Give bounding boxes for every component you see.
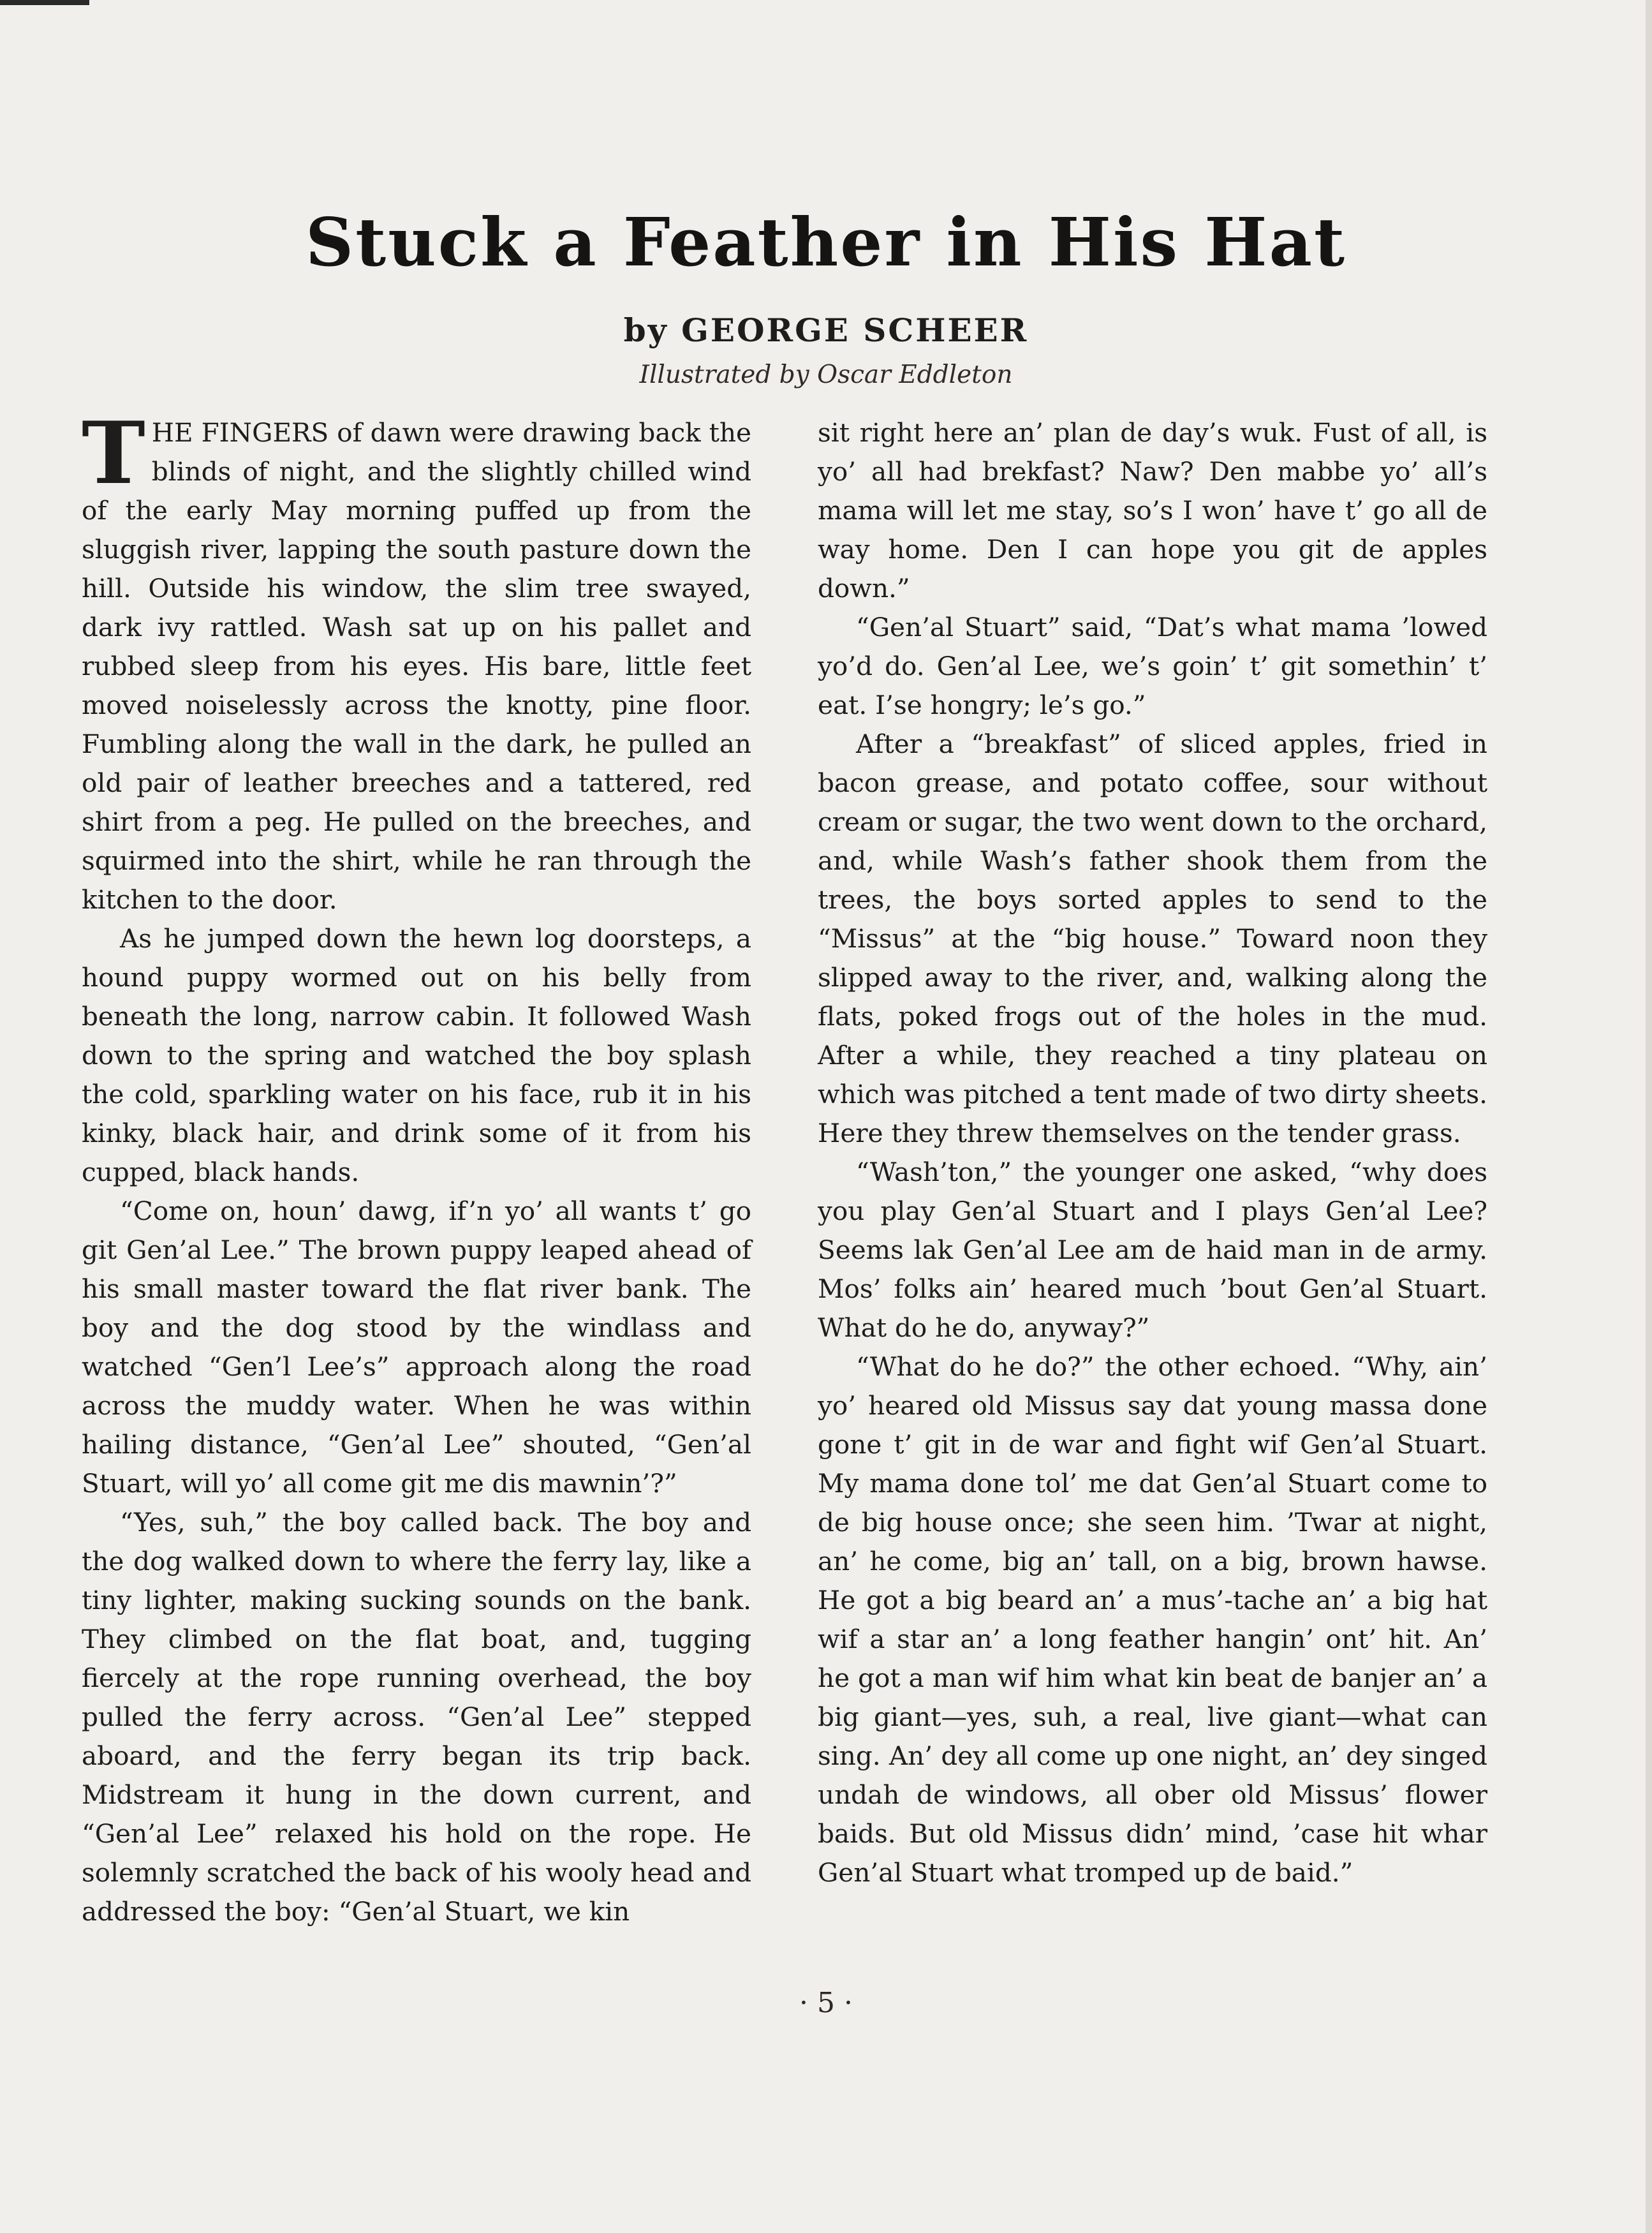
text-column-left — [82, 403, 751, 1931]
page-number: · 5 · — [799, 1987, 853, 2019]
paragraph: “Yes, suh,” the boy called back. The boy and the dog walked down to where the ferry lay, like a tiny lighter, making sucking sounds on the bank. They climbed on the flat boat, and, tugging fiercely at the rope running overhead, the boy pulled the ferry across. “Gen’al Lee” stepped aboard, and the ferry began its trip back. Midstream it hung in the down current, and “Gen’al Lee” relaxed his hold on the rope. He solemnly scratched the back of his wooly head and addressed the boy: “Gen’al Stuart, we kin — [82, 1507, 751, 1927]
paragraph-text: of dawn were drawing back the blinds of night, and the slightly chilled wind of the early May morning puffed up from the sluggish river, lapping the south pasture down the hill. Outside his window, the slim tree swayed, dark ivy rattled. Wash sat up on his pallet and rubbed sleep from his eyes. His bare, little feet moved noiselessly across the knotty, pine floor. Fumbling along the wall in the dark, he pulled an old pair of leather breeches and a tattered, red shirt from a peg. He pulled on the breeches, and squirmed into the shirt, while he ran through the kitchen to the door. — [82, 417, 751, 915]
lead-in: HE FINGERS — [151, 417, 329, 448]
text-column-right — [818, 413, 1487, 1892]
paragraph: sit right here an’ plan de day’s wuk. Fust of all, is yo’ all had brekfast? Naw? Den mabbe yo’ all’s mama will let me stay, so’s I won’ have t’ go all de way home. Den I can hope you git de apples down.” — [818, 417, 1487, 604]
illustrator-credit: Illustrated by Oscar Eddleton — [639, 360, 1013, 389]
paragraph: As he jumped down the hewn log doorsteps, a hound puppy wormed out on his belly from beneath the long, narrow cabin. It followed Wash down to the spring and watched the boy splash the cold, sparkling water on his face, rub it in his kinky, black hair, and drink some of it from his cupped, black hands. — [82, 923, 751, 1187]
article-byline: by GEORGE SCHEER — [623, 311, 1029, 349]
paragraph: “Gen’al Stuart” said, “Dat’s what mama ’lowed yo’d do. Gen’al Lee, we’s goin’ t’ git somethin’ t’ eat. I’se hongry; le’s go.” — [818, 612, 1487, 720]
drop-cap: T — [82, 403, 145, 503]
paragraph: “Wash’ton,” the younger one asked, “why does you play Gen’al Stuart and I plays Gen’al Lee? Seems lak Gen’al Lee am de haid man in de army. Mos’ folks ain’ heared much ’bout Gen’al Stuart. What do he do, anyway?” — [818, 1157, 1487, 1343]
paragraph — [82, 403, 751, 919]
article-title: Stuck a Feather in His Hat — [305, 203, 1346, 281]
paragraph: “Come on, houn’ dawg, if’n yo’ all wants t’ go git Gen’al Lee.” The brown puppy leaped ahead of his small master toward the flat river bank. The boy and the dog stood by the windlass and watched “Gen’l Lee’s” approach along the road across the muddy water. When he was within hailing distance, “Gen’al Lee” shouted, “Gen’al Stuart, will yo’ all come git me dis mawnin’?” — [82, 1196, 751, 1499]
paragraph: After a “breakfast” of sliced apples, fried in bacon grease, and potato coffee, sour without cream or sugar, the two went down to the orchard, and, while Wash’s father shook them from the trees, the boys sorted apples to send to the “Missus” at the “big house.” Toward noon they slipped away to the river, and, walking along the flats, poked frogs out of the holes in the mud. After a while, they reached a tiny plateau on which was pitched a tent made of two dirty sheets. Here they threw themselves on the tender grass. — [818, 729, 1487, 1148]
scan-edge-mark — [0, 0, 89, 5]
paragraph: “What do he do?” the other echoed. “Why, ain’ yo’ heared old Missus say dat young massa done gone t’ git in de war and fight wif Gen’al Stuart. My mama done tol’ me dat Gen’al Stuart come to de big house once; she seen him. ’Twar at night, an’ he come, big an’ tall, on a big, brown hawse. He got a big beard an’ a mus’-tache an’ a big hat wif a star an’ a long feather hangin’ ont’ hit. An’ he got a man wif him what kin beat de banjer an’ a big giant—yes, suh, a real, live giant—what can sing. An’ dey all come up one night, an’ dey singed undah de windows, all ober old Missus’ flower baids. But old Missus didn’ mind, ’case hit whar Gen’al Stuart what tromped up de baid.” — [818, 1351, 1487, 1888]
